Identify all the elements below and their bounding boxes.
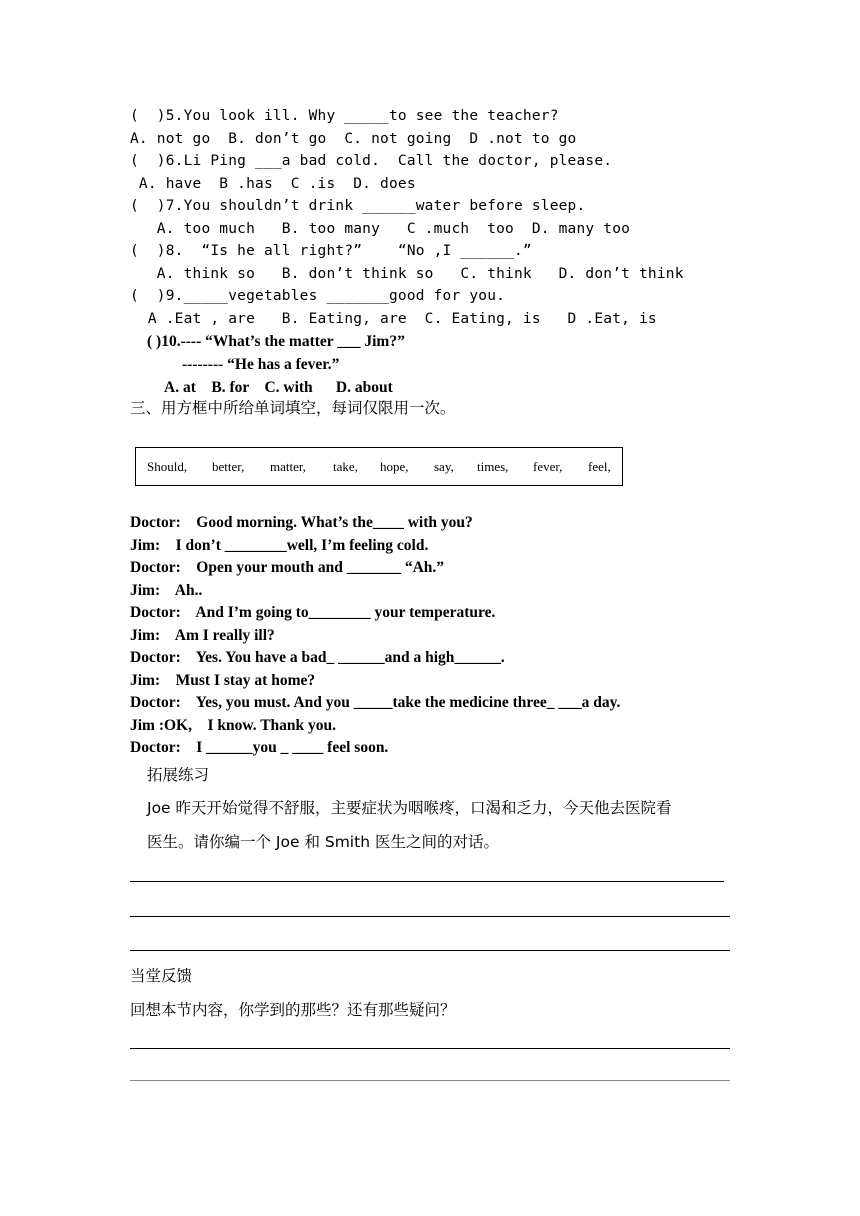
dialogue-line: Doctor: And I’m going to________ your temperature. [130, 604, 496, 621]
dialogue-line: Jim: I don’t ________well, I’m feeling cold. [130, 537, 429, 554]
word-box-item: take, [333, 459, 358, 474]
question-7: ( )7.You shouldn’t drink ______water before sleep. [130, 198, 586, 214]
word-box-item: fever, [533, 459, 563, 474]
feedback-title: 当堂反馈 [130, 967, 193, 985]
word-box-item: feel, [588, 459, 611, 474]
word-box-item: hope, [380, 459, 409, 474]
dialogue-line: Doctor: Open your mouth and _______ “Ah.” [130, 559, 445, 576]
extension-text-line-1: Joe 昨天开始觉得不舒服，主要症状为咽喉疼，口渴和乏力，今天他去医院看 [147, 799, 672, 817]
extension-text-line-2: 医生。请你编一个 Joe 和 Smith 医生之间的对话。 [147, 833, 499, 851]
dialogue-line: Jim :OK, I know. Thank you. [130, 717, 337, 734]
word-box-item: say, [434, 459, 454, 474]
question-10-reply: -------- “He has a fever.” [182, 356, 340, 373]
question-10: ( )10.---- “What’s the matter ___ Jim?” [147, 333, 405, 350]
answer-line [130, 1048, 730, 1049]
dialogue-line: Jim: Am I really ill? [130, 627, 275, 644]
question-8: ( )8. “Is he all right?” “No ,I ______.” [130, 243, 532, 259]
feedback-prompt: 回想本节内容，你学到的那些？还有那些疑问？ [130, 1001, 456, 1019]
answer-line [130, 950, 730, 951]
word-box-item: matter, [270, 459, 306, 474]
answer-line [130, 1080, 730, 1081]
question-6: ( )6.Li Ping ___a bad cold. Call the doctor, please. [130, 153, 613, 169]
dialogue-line: Jim: Ah.. [130, 582, 203, 599]
section-3-title: 三、用方框中所给单词填空，每词仅限用一次。 [130, 399, 456, 417]
answer-line [130, 881, 724, 882]
word-box-item: Should, [147, 459, 188, 474]
dialogue-line: Doctor: Yes, you must. And you _____take the medicine three_ ___a day. [130, 694, 621, 711]
question-5: ( )5.You look ill. Why _____to see the teacher? [130, 108, 559, 124]
word-box-item: times, [477, 459, 509, 474]
question-9: ( )9._____vegetables _______good for you. [130, 288, 506, 304]
question-9-options: A .Eat , are B. Eating, are C. Eating, is D .Eat, is [130, 311, 657, 327]
question-5-options: A. not go B. don’t go C. not going D .not to go [130, 131, 577, 147]
question-10-options: A. at B. for C. with D. about [164, 379, 393, 396]
answer-line [130, 916, 730, 917]
word-box [135, 447, 623, 486]
dialogue-line: Doctor: I ______you _ ____ feel soon. [130, 739, 389, 756]
dialogue-line: Doctor: Good morning. What’s the____ with you? [130, 514, 473, 531]
word-box-item: better, [212, 459, 245, 474]
dialogue-line: Doctor: Yes. You have a bad_ ______and a high______. [130, 649, 505, 666]
question-8-options: A. think so B. don’t think so C. think D. don’t think [130, 266, 684, 282]
dialogue-line: Jim: Must I stay at home? [130, 672, 316, 689]
extension-title: 拓展练习 [147, 766, 210, 784]
question-6-options: A. have B .has C .is D. does [130, 176, 416, 192]
question-7-options: A. too much B. too many C .much too D. many too [130, 221, 631, 237]
